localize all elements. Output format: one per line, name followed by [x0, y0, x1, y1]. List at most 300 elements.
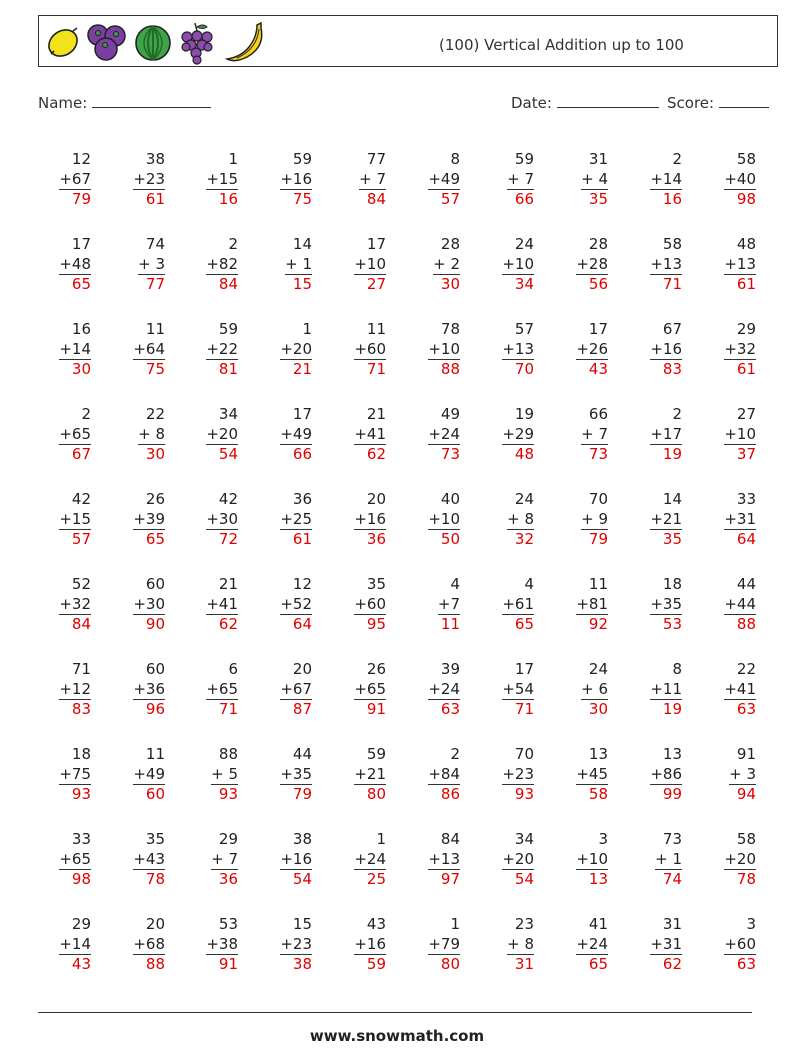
answer: 63	[440, 700, 460, 718]
addend-bottom: +65	[59, 425, 91, 446]
problem	[696, 915, 756, 985]
answer: 95	[366, 615, 386, 633]
answer: 43	[71, 955, 91, 973]
addend-bottom: +81	[576, 595, 608, 616]
addend-bottom: +61	[502, 595, 534, 616]
addend-top: 26	[145, 490, 165, 508]
addend-top: 60	[145, 575, 165, 593]
answer: 11	[440, 615, 460, 633]
answer: 90	[145, 615, 165, 633]
addend-bottom: +41	[354, 425, 386, 446]
addend-bottom: +65	[354, 680, 386, 701]
problem	[696, 320, 756, 390]
addend-bottom: +45	[576, 765, 608, 786]
addend-bottom: +67	[280, 680, 312, 701]
addend-top: 84	[440, 830, 460, 848]
addend-top: 73	[662, 830, 682, 848]
addend-bottom: +20	[724, 850, 756, 871]
answer: 91	[218, 955, 238, 973]
addend-bottom: +64	[133, 340, 165, 361]
answer: 66	[292, 445, 312, 463]
answer: 30	[588, 700, 608, 718]
addend-top: 78	[440, 320, 460, 338]
answer: 58	[588, 785, 608, 803]
name-label: Name:	[38, 94, 88, 112]
addend-bottom: +13	[724, 255, 756, 276]
addend-top: 22	[145, 405, 165, 423]
addend-bottom: + 4	[581, 170, 608, 191]
problem	[105, 745, 165, 815]
answer: 25	[366, 870, 386, 888]
addend-top: 8	[672, 660, 682, 678]
answer: 72	[218, 530, 238, 548]
problem	[548, 405, 608, 475]
addend-top: 2	[81, 405, 91, 423]
answer: 67	[71, 445, 91, 463]
answer: 64	[736, 530, 756, 548]
addend-top: 12	[71, 150, 91, 168]
addend-top: 35	[145, 830, 165, 848]
addend-top: 58	[736, 830, 756, 848]
problem	[474, 830, 534, 900]
problem	[105, 235, 165, 305]
addend-top: 21	[218, 575, 238, 593]
problem	[105, 405, 165, 475]
addend-bottom: +13	[502, 340, 534, 361]
addend-bottom: +65	[59, 850, 91, 871]
addend-bottom: +15	[59, 510, 91, 531]
addend-bottom: +54	[502, 680, 534, 701]
answer: 61	[736, 360, 756, 378]
answer: 79	[588, 530, 608, 548]
problem	[105, 660, 165, 730]
problem	[696, 490, 756, 560]
answer: 78	[145, 870, 165, 888]
addend-top: 11	[366, 320, 386, 338]
problem	[474, 235, 534, 305]
addend-top: 18	[662, 575, 682, 593]
plum-icon	[85, 21, 129, 63]
answer: 77	[145, 275, 165, 293]
problem	[474, 915, 534, 985]
addend-top: 31	[662, 915, 682, 933]
addend-top: 11	[588, 575, 608, 593]
addend-top: 58	[736, 150, 756, 168]
problem	[326, 660, 386, 730]
addend-bottom: +86	[650, 765, 682, 786]
problem	[252, 830, 312, 900]
problem	[326, 915, 386, 985]
answer: 61	[292, 530, 312, 548]
problem	[178, 660, 238, 730]
addend-bottom: + 3	[138, 255, 165, 276]
problem	[400, 150, 460, 220]
problem	[474, 575, 534, 645]
answer: 61	[145, 190, 165, 208]
answer: 30	[71, 360, 91, 378]
problem	[252, 915, 312, 985]
answer: 87	[292, 700, 312, 718]
answer: 84	[366, 190, 386, 208]
addend-bottom: +30	[206, 510, 238, 531]
problem	[326, 320, 386, 390]
answer: 16	[218, 190, 238, 208]
answer: 54	[218, 445, 238, 463]
addend-bottom: + 7	[507, 170, 534, 191]
answer: 96	[145, 700, 165, 718]
addend-bottom: + 1	[285, 255, 312, 276]
problem	[400, 575, 460, 645]
problem	[622, 660, 682, 730]
name-field	[38, 93, 211, 112]
problem	[548, 490, 608, 560]
problem	[326, 575, 386, 645]
problem	[474, 150, 534, 220]
problem	[326, 150, 386, 220]
addend-top: 17	[292, 405, 312, 423]
answer: 65	[71, 275, 91, 293]
answer: 64	[292, 615, 312, 633]
answer: 99	[662, 785, 682, 803]
problem	[622, 150, 682, 220]
addend-bottom: +25	[280, 510, 312, 531]
problem	[252, 660, 312, 730]
addend-top: 17	[366, 235, 386, 253]
addend-bottom: +32	[724, 340, 756, 361]
addend-bottom: + 8	[507, 510, 534, 531]
addend-bottom: + 8	[507, 935, 534, 956]
problem	[31, 490, 91, 560]
addend-top: 70	[588, 490, 608, 508]
addend-top: 38	[292, 830, 312, 848]
addend-top: 6	[228, 660, 238, 678]
answer: 75	[145, 360, 165, 378]
addend-bottom: +32	[59, 595, 91, 616]
answer: 83	[71, 700, 91, 718]
answer: 53	[662, 615, 682, 633]
addend-top: 23	[514, 915, 534, 933]
addend-top: 17	[588, 320, 608, 338]
problem	[252, 405, 312, 475]
answer: 13	[588, 870, 608, 888]
score-field	[667, 93, 769, 112]
problem	[252, 745, 312, 815]
answer: 60	[145, 785, 165, 803]
footer-divider	[38, 1012, 752, 1013]
answer: 65	[588, 955, 608, 973]
addend-bottom: +40	[724, 170, 756, 191]
addend-bottom: +10	[354, 255, 386, 276]
addend-top: 11	[145, 320, 165, 338]
problem	[548, 830, 608, 900]
addend-top: 53	[218, 915, 238, 933]
answer: 35	[662, 530, 682, 548]
addend-top: 14	[292, 235, 312, 253]
addend-bottom: +7	[438, 595, 460, 616]
problem	[105, 830, 165, 900]
problem	[178, 490, 238, 560]
problem	[622, 320, 682, 390]
addend-bottom: +31	[724, 510, 756, 531]
addend-top: 27	[736, 405, 756, 423]
answer: 21	[292, 360, 312, 378]
answer: 86	[440, 785, 460, 803]
problem	[252, 320, 312, 390]
problem	[400, 660, 460, 730]
problem	[696, 745, 756, 815]
addend-bottom: +60	[354, 595, 386, 616]
problem	[31, 320, 91, 390]
addend-top: 11	[145, 745, 165, 763]
addend-bottom: + 3	[729, 765, 756, 786]
addend-top: 33	[736, 490, 756, 508]
banana-icon	[223, 21, 267, 65]
watermelon-icon	[133, 21, 173, 63]
problem	[178, 915, 238, 985]
problem	[178, 405, 238, 475]
problem	[548, 575, 608, 645]
answer: 16	[662, 190, 682, 208]
problem	[400, 235, 460, 305]
problem	[548, 235, 608, 305]
problem	[474, 490, 534, 560]
addend-top: 15	[292, 915, 312, 933]
problem	[178, 745, 238, 815]
name-line	[92, 93, 211, 108]
addend-bottom: +49	[428, 170, 460, 191]
problem	[548, 150, 608, 220]
problem	[696, 150, 756, 220]
addend-top: 2	[672, 405, 682, 423]
answer: 15	[292, 275, 312, 293]
answer: 73	[588, 445, 608, 463]
problem	[622, 575, 682, 645]
problem	[400, 915, 460, 985]
addend-bottom: +28	[576, 255, 608, 276]
addend-top: 18	[71, 745, 91, 763]
answer: 54	[514, 870, 534, 888]
addend-top: 59	[218, 320, 238, 338]
addend-top: 52	[71, 575, 91, 593]
addend-bottom: +67	[59, 170, 91, 191]
addend-top: 4	[524, 575, 534, 593]
addend-bottom: +10	[724, 425, 756, 446]
addend-top: 19	[514, 405, 534, 423]
problem	[178, 320, 238, 390]
answer: 88	[736, 615, 756, 633]
addend-bottom: +41	[206, 595, 238, 616]
addend-bottom: +17	[650, 425, 682, 446]
addend-bottom: +60	[724, 935, 756, 956]
page-title: (100) Vertical Addition up to 100	[439, 36, 684, 54]
addend-top: 13	[662, 745, 682, 763]
addend-top: 35	[366, 575, 386, 593]
addend-top: 42	[218, 490, 238, 508]
addend-top: 58	[662, 235, 682, 253]
addend-bottom: + 5	[211, 765, 238, 786]
addend-top: 22	[736, 660, 756, 678]
answer: 57	[71, 530, 91, 548]
addend-bottom: +20	[502, 850, 534, 871]
addend-bottom: +22	[206, 340, 238, 361]
addend-top: 66	[588, 405, 608, 423]
answer: 83	[662, 360, 682, 378]
problem	[474, 405, 534, 475]
addend-top: 42	[71, 490, 91, 508]
answer: 65	[514, 615, 534, 633]
answer: 79	[292, 785, 312, 803]
addend-top: 88	[218, 745, 238, 763]
addend-bottom: + 8	[138, 425, 165, 446]
addend-top: 28	[440, 235, 460, 253]
problem	[400, 320, 460, 390]
addend-bottom: +75	[59, 765, 91, 786]
problem	[400, 490, 460, 560]
answer: 30	[145, 445, 165, 463]
addend-bottom: + 1	[655, 850, 682, 871]
addend-top: 4	[450, 575, 460, 593]
problem	[400, 405, 460, 475]
addend-top: 59	[366, 745, 386, 763]
problem	[31, 150, 91, 220]
addend-top: 44	[736, 575, 756, 593]
answer: 74	[662, 870, 682, 888]
addend-bottom: +10	[576, 850, 608, 871]
answer: 63	[736, 700, 756, 718]
answer: 93	[71, 785, 91, 803]
addend-top: 17	[71, 235, 91, 253]
answer: 71	[662, 275, 682, 293]
problem	[31, 660, 91, 730]
answer: 71	[366, 360, 386, 378]
addend-bottom: +84	[428, 765, 460, 786]
problem	[105, 490, 165, 560]
answer: 37	[736, 445, 756, 463]
addend-top: 57	[514, 320, 534, 338]
addend-top: 8	[450, 150, 460, 168]
addend-top: 49	[440, 405, 460, 423]
answer: 97	[440, 870, 460, 888]
answer: 98	[736, 190, 756, 208]
addend-bottom: +35	[650, 595, 682, 616]
answer: 88	[440, 360, 460, 378]
addend-top: 2	[228, 235, 238, 253]
addend-top: 26	[366, 660, 386, 678]
problem	[252, 575, 312, 645]
addend-top: 34	[218, 405, 238, 423]
addend-top: 71	[71, 660, 91, 678]
answer: 50	[440, 530, 460, 548]
addend-bottom: +14	[59, 935, 91, 956]
problem	[178, 150, 238, 220]
problem	[696, 235, 756, 305]
addend-bottom: +12	[59, 680, 91, 701]
problem	[326, 830, 386, 900]
addend-top: 12	[292, 575, 312, 593]
addend-top: 3	[746, 915, 756, 933]
answer: 93	[514, 785, 534, 803]
problem	[474, 745, 534, 815]
addend-top: 40	[440, 490, 460, 508]
answer: 38	[292, 955, 312, 973]
problem	[31, 830, 91, 900]
answer: 36	[218, 870, 238, 888]
answer: 80	[440, 955, 460, 973]
addend-bottom: +23	[133, 170, 165, 191]
problem	[622, 915, 682, 985]
addend-bottom: + 7	[211, 850, 238, 871]
problem	[105, 575, 165, 645]
answer: 71	[514, 700, 534, 718]
header-box	[38, 15, 778, 67]
answer: 30	[440, 275, 460, 293]
addend-top: 41	[588, 915, 608, 933]
answer: 48	[514, 445, 534, 463]
addend-bottom: +10	[428, 510, 460, 531]
addend-bottom: +35	[280, 765, 312, 786]
addend-top: 24	[588, 660, 608, 678]
addend-bottom: +52	[280, 595, 312, 616]
problem	[178, 575, 238, 645]
addend-bottom: +13	[428, 850, 460, 871]
answer: 70	[514, 360, 534, 378]
addend-bottom: +15	[206, 170, 238, 191]
addend-bottom: +26	[576, 340, 608, 361]
problem	[474, 320, 534, 390]
problem	[474, 660, 534, 730]
addend-bottom: +79	[428, 935, 460, 956]
addend-top: 48	[736, 235, 756, 253]
answer: 62	[662, 955, 682, 973]
answer: 56	[588, 275, 608, 293]
addend-top: 28	[588, 235, 608, 253]
addend-top: 17	[514, 660, 534, 678]
addend-top: 13	[588, 745, 608, 763]
addend-bottom: + 7	[581, 425, 608, 446]
addend-bottom: +60	[354, 340, 386, 361]
problem	[548, 745, 608, 815]
addend-bottom: +21	[650, 510, 682, 531]
addend-bottom: + 6	[581, 680, 608, 701]
lemon-icon	[45, 21, 81, 61]
addend-bottom: +20	[206, 425, 238, 446]
addend-top: 36	[292, 490, 312, 508]
problem	[400, 830, 460, 900]
answer: 34	[514, 275, 534, 293]
answer: 62	[218, 615, 238, 633]
addend-bottom: +16	[650, 340, 682, 361]
addend-bottom: +23	[502, 765, 534, 786]
problem	[622, 745, 682, 815]
addend-bottom: +16	[280, 170, 312, 191]
problem	[548, 660, 608, 730]
addend-top: 16	[71, 320, 91, 338]
addend-top: 70	[514, 745, 534, 763]
problem	[696, 405, 756, 475]
addend-bottom: +39	[133, 510, 165, 531]
answer: 32	[514, 530, 534, 548]
problem	[31, 575, 91, 645]
answer: 19	[662, 700, 682, 718]
answer: 78	[736, 870, 756, 888]
answer: 63	[736, 955, 756, 973]
addend-bottom: +38	[206, 935, 238, 956]
problem	[622, 405, 682, 475]
answer: 31	[514, 955, 534, 973]
problem	[31, 915, 91, 985]
date-line	[557, 93, 659, 108]
addend-top: 91	[736, 745, 756, 763]
